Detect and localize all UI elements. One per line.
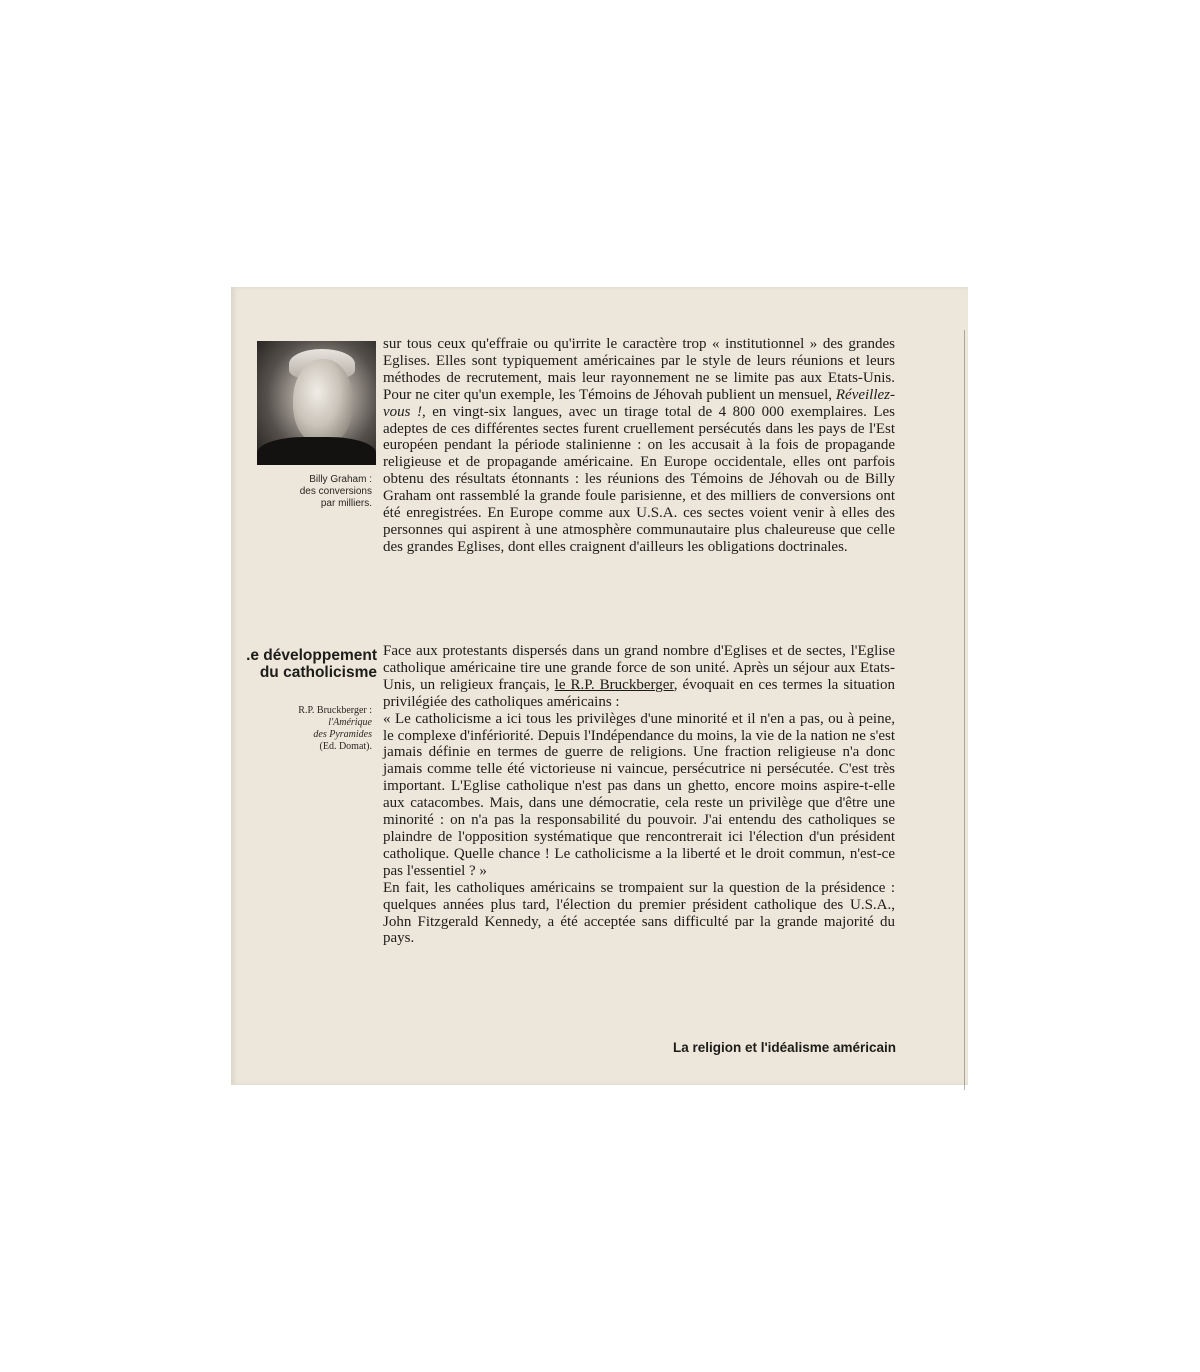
bruckberger-name: le R.P. Bruckberger [554, 676, 674, 693]
quote-source-publisher: (Ed. Domat). [319, 741, 372, 752]
section-heading-line2: du catholicisme [259, 664, 377, 681]
quote-source-author: R.P. Bruckberger : [298, 705, 372, 716]
paragraph2-end: , évoquait en ces termes la situation privilégiée des catholiques américains : [383, 676, 896, 710]
quote-source-title-line2: des Pyramides [313, 729, 372, 740]
photo-shoulder [257, 437, 376, 465]
photo-caption-line2: des conversions [299, 486, 372, 497]
paragraph2-start: Face aux protestants dispersés dans un grand nombre d'Eglises et de sectes, l'Eglise catholique américaine tire une grande force de son unité. Après un séjour aux Etats-Unis, un religieux français, [383, 643, 895, 693]
paragraph-kennedy: En fait, les catholiques américains se trompaient sur la question de la présidence : quelques années plus tard, l'élection du premier président catholique des U.S.A., John Fitzgerald Kennedy, a été acceptée sans difficulté par la grande majorité du pays. [383, 879, 895, 947]
quote-source-title-line1: l'Amérique [328, 717, 372, 728]
quote-source [240, 705, 372, 753]
paragraph1-rest: , en vingt-six langues, avec un tirage total de 4 800 000 exemplaires. Les adeptes de ces différentes sectes furent cruellement persécutés dans les pays de l'Est européen pendant la période stalinienne : on les accusait à la fois de propagande religieuse et de propagande américaine. En Europe occidentale, elles ont parfois obtenu des résultats étonnants : les réunions des Témoins de Jéhovah ou de Billy Graham ont rassemblé la grande foule parisienne, et des milliers de conversions ont été enregistrées. En Europe comme aux U.S.A. ces sectes voient venir à elles des personnes qui aspirent à une atmosphère communautaire plus chaleureuse que celle des grandes Eglises, dont elles craignent d'ailleurs les obligations doctrinales. [383, 403, 895, 555]
paragraph-catholicism [383, 643, 895, 947]
photo-face [293, 359, 353, 445]
page-spine-line [964, 330, 965, 1090]
paragraph1-text: sur tous ceux qu'effraie ou qu'irrite le caractère trop « institutionnel » des grandes Eglises. Elles sont typiquement américaines par le style de leurs réunions et leurs méthodes de recrutement, mais leur rayonnement ne se limite pas aux Etats-Unis. Pour ne citer qu'un exemple, les Témoins de Jéhovah publient un mensuel, [383, 336, 895, 403]
photo-caption [240, 474, 372, 510]
section-heading-line1: .e développement [246, 647, 377, 664]
paragraph-sects [383, 336, 895, 556]
running-footer: La religion et l'idéalisme américain [672, 1040, 896, 1055]
photo-caption-line3: par milliers. [320, 498, 372, 509]
bruckberger-quote: « Le catholicisme a ici tous les privilèges d'une minorité et il n'en a pas, ou à peine, le complexe d'infériorité. Depuis l'Indépendance du moins, la vie de la nation ne s'est jamais définie en termes de guerre de religions. Une fraction religieuse n'a donc jamais comme telle été victorieuse ni vaincue, persécutrice ni persécutée. C'est très important. L'Eglise catholique n'est pas dans un ghetto, encore moins aspire-t-elle aux catacombes. Mais, dans une démocratie, cela reste un privilège que d'être une minorité : on n'a pas la responsabilité du pouvoir. J'ai entendu des catholiques se plaindre de l'opposition systématique que rencontrerait ici l'élection d'un président catholique. Quelle chance ! Le catholicisme a la liberté et le droit commun, n'est-ce pas l'essentiel ? » [383, 710, 895, 879]
photo-caption-line1: Billy Graham : [309, 474, 372, 485]
magazine-title: Réveillez-vous ! [383, 386, 896, 420]
billy-graham-photo [257, 341, 376, 465]
section-heading [220, 647, 377, 681]
